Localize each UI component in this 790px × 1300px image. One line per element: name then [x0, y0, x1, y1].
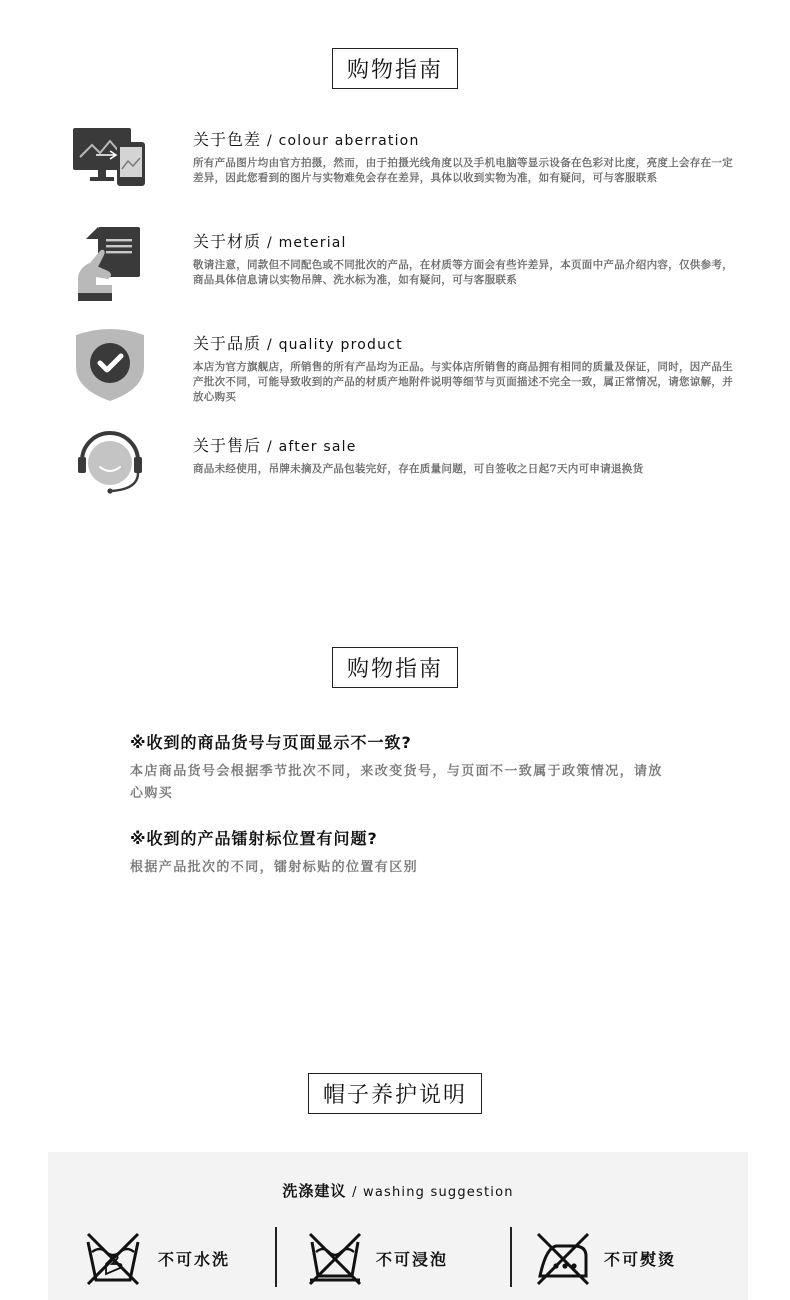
hand-document-icon	[70, 227, 150, 307]
care-item-no-iron	[534, 1230, 734, 1286]
faq-item-sku	[130, 730, 690, 805]
section3-title: 帽子养护说明	[308, 1073, 482, 1114]
guide-item-color	[0, 127, 790, 217]
care-label: 不可水洗	[158, 1250, 231, 1269]
section2-title: 购物指南	[332, 647, 458, 688]
faq-answer: 根据产品批次的不同，镭射标贴的位置有区别	[130, 860, 419, 875]
no-wash-icon	[84, 1230, 142, 1286]
guide-heading	[193, 229, 733, 252]
care-item-no-soak	[306, 1230, 506, 1286]
guide-heading	[193, 127, 733, 150]
guide-desc: 商品未经使用，吊牌未摘及产品包装完好，存在质量问题，可自签收之日起7天内可申请退换货	[193, 463, 644, 475]
shield-check-icon	[70, 329, 150, 409]
guide-item-material	[0, 229, 790, 319]
heading-en: / after sale	[267, 439, 357, 455]
monitor-phone-icon	[70, 125, 150, 205]
faq-answer: 本店商品货号会根据季节批次不同，来改变货号，与页面不一致属于政策情况，请放心购买	[130, 764, 663, 801]
section1-title: 购物指南	[332, 48, 458, 89]
care-label: 不可熨烫	[604, 1250, 677, 1269]
guide-desc: 所有产品图片均由官方拍摄，然而，由于拍摄光线角度以及手机电脑等显示设备在色彩对比度，亮度上会存在一定差异，因此您看到的图片与实物难免会存在差异，具体以收到实物为准，如有疑问，可与客服联系	[193, 157, 733, 184]
guide-item-quality	[0, 331, 790, 421]
care-subtitle-en: / washing suggestion	[352, 1185, 514, 1200]
care-panel	[48, 1152, 748, 1300]
heading-cn: 关于品质	[193, 334, 262, 353]
guide-item-after-sale	[0, 433, 790, 523]
faq-item-laser-label	[130, 826, 690, 879]
care-divider	[510, 1227, 512, 1287]
heading-en: / quality product	[267, 337, 403, 353]
guide-desc: 本店为官方旗舰店，所销售的所有产品均为正品。与实体店所销售的商品拥有相同的质量及保证，同时，因产品生产批次不同，可能导致收到的产品的材质产地附件说明等细节与页面描述不完全一致，属正常情况，请您谅解，并放心购买	[193, 361, 733, 403]
heading-en: / colour aberration	[267, 133, 420, 149]
care-item-no-wash	[84, 1230, 284, 1286]
care-divider	[275, 1227, 277, 1287]
headset-support-icon	[70, 431, 150, 511]
faq-question: ※收到的商品货号与页面显示不一致?	[130, 733, 412, 752]
heading-cn: 关于售后	[193, 436, 262, 455]
faq-question: ※收到的产品镭射标位置有问题?	[130, 829, 378, 848]
guide-heading	[193, 433, 733, 456]
heading-cn: 关于材质	[193, 232, 262, 251]
guide-desc: 敬请注意，同款但不同配色或不同批次的产品，在材质等方面会有些许差异，本页面中产品介绍内容，仅供参考，商品具体信息请以实物吊牌、洗水标为准，如有疑问，可与客服联系	[193, 259, 733, 286]
no-iron-icon	[534, 1230, 592, 1286]
heading-cn: 关于色差	[193, 130, 262, 149]
care-subtitle-cn: 洗涤建议	[282, 1182, 347, 1200]
care-subtitle	[48, 1180, 748, 1201]
no-soak-icon	[306, 1230, 364, 1286]
heading-en: / meterial	[267, 235, 347, 251]
guide-heading	[193, 331, 733, 354]
care-label: 不可浸泡	[376, 1250, 449, 1269]
